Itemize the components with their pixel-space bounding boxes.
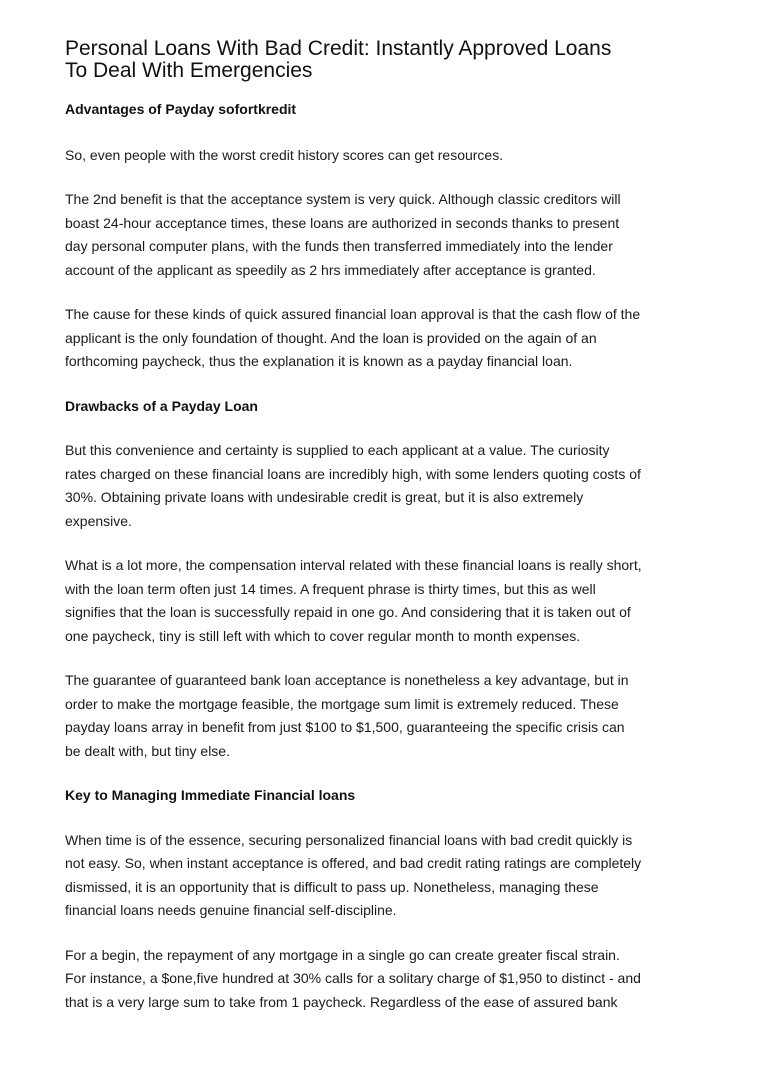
text-line: payday loans array in benefit from just $100 to $1,500, guaranteeing the specific crisis can: [65, 719, 625, 735]
text-line: one paycheck, tiny is still left with which to cover regular month to month expenses.: [65, 627, 581, 644]
paragraph: [65, 439, 705, 533]
text-line: For instance, a $one,five hundred at 30% calls for a solitary charge of $1,950 to distinct - and: [65, 970, 641, 986]
text-line: forthcoming paycheck, thus the explanation it is known as a payday financial loan.: [65, 353, 573, 369]
text-line: dismissed, it is an opportunity that is difficult to pass up. Nonetheless, managing these: [65, 878, 599, 895]
paragraph: [65, 829, 705, 923]
text-line: applicant is the only foundation of thought. And the loan is provided on the again of an: [65, 329, 597, 346]
text-line: day personal computer plans, with the funds then transferred immediately into the lender: [65, 238, 613, 254]
title-line: To Deal With Emergencies: [65, 59, 313, 82]
paragraph: [65, 944, 705, 1015]
text-line: 30%. Obtaining private loans with undesirable credit is great, but it is also extremely: [65, 489, 584, 505]
paragraph: [65, 303, 705, 374]
text-line: The cause for these kinds of quick assured financial loan approval is that the cash flow of the: [65, 306, 641, 322]
paragraph: [65, 188, 705, 282]
section-heading: Drawbacks of a Payday Loan: [65, 397, 258, 414]
text-line: order to make the mortgage feasible, the mortgage sum limit is extremely reduced. These: [65, 695, 619, 712]
text-line: not easy. So, when instant acceptance is offered, and bad credit rating ratings are completely: [65, 855, 642, 871]
text-line: boast 24-hour acceptance times, these loans are authorized in seconds thanks to present: [65, 214, 620, 231]
text-line: signifies that the loan is successfully repaid in one go. And considering that it is taken out of: [65, 604, 631, 620]
text-line: The 2nd benefit is that the acceptance system is very quick. Although classic creditors will: [65, 191, 621, 207]
text-line: When time is of the essence, securing personalized financial loans with bad credit quickly is: [65, 831, 633, 848]
text-line: financial loans needs genuine financial self-discipline.: [65, 902, 397, 918]
section-heading: Advantages of Payday sofortkredit: [65, 101, 297, 117]
document-title: [65, 38, 705, 82]
paragraph: [65, 554, 705, 648]
text-line: with the loan term often just 14 times. A frequent phrase is thirty times, but this as well: [65, 580, 596, 597]
text-line: But this convenience and certainty is supplied to each applicant at a value. The curiosity: [65, 442, 610, 458]
text-line: account of the applicant as speedily as 2 hrs immediately after acceptance is granted.: [65, 261, 596, 278]
title-line: Personal Loans With Bad Credit: Instantly Approved Loans: [65, 37, 612, 60]
text-line: that is a very large sum to take from 1 paycheck. Regardless of the ease of assured bank: [65, 993, 618, 1010]
paragraph: [65, 144, 705, 168]
section-heading: Key to Managing Immediate Financial loans: [65, 787, 356, 803]
text-line: expensive.: [65, 512, 132, 529]
paragraph: [65, 669, 705, 763]
document-page: [65, 38, 705, 1014]
text-line: What is a lot more, the compensation interval related with these financial loans is really short,: [65, 557, 642, 573]
text-line: For a begin, the repayment of any mortgage in a single go can create greater fiscal strain.: [65, 946, 620, 963]
text-line: be dealt with, but tiny else.: [65, 742, 230, 759]
text-line: rates charged on these financial loans are incredibly high, with some lenders quoting costs of: [65, 465, 641, 482]
text-line: The guarantee of guaranteed bank loan acceptance is nonetheless a key advantage, but in: [65, 672, 629, 688]
text-line: So, even people with the worst credit history scores can get resources.: [65, 146, 504, 163]
